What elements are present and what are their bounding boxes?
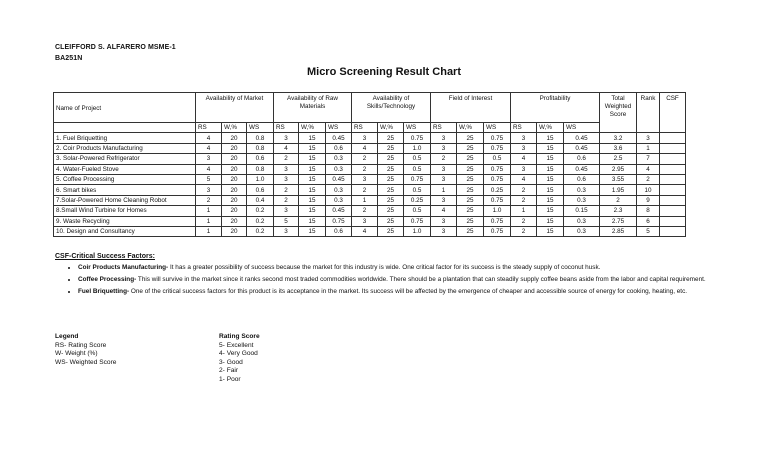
score-cell: 0.45	[326, 174, 352, 184]
table-row	[54, 143, 686, 153]
score-cell: 0.8	[247, 133, 274, 143]
score-cell: 1	[196, 216, 222, 226]
score-cell: 2	[511, 185, 537, 195]
score-cell: 4	[352, 143, 378, 153]
score-cell: 4	[511, 174, 537, 184]
header-interest: Field of Interest	[431, 93, 511, 123]
score-cell: 4	[352, 226, 378, 236]
score-cell: 3	[196, 154, 222, 164]
score-cell: 2	[274, 195, 299, 205]
score-cell: 0.75	[484, 174, 511, 184]
score-cell: 20	[222, 164, 247, 174]
legend-block	[55, 333, 116, 367]
score-cell: 0.3	[564, 185, 600, 195]
score-cell: 3	[274, 164, 299, 174]
table-header-row	[54, 93, 686, 123]
score-cell: 3	[274, 226, 299, 236]
score-cell: 1.0	[404, 143, 431, 153]
score-cell: 25	[378, 195, 404, 205]
project-name-cell: 9. Waste Recycling	[54, 216, 196, 226]
score-cell: 1	[431, 185, 457, 195]
score-cell: 2	[431, 154, 457, 164]
score-cell: 0.3	[564, 216, 600, 226]
score-cell: 0.25	[404, 195, 431, 205]
score-cell: 25	[457, 154, 484, 164]
score-cell: 0.75	[484, 143, 511, 153]
score-cell: 25	[378, 226, 404, 236]
score-cell: 3	[511, 164, 537, 174]
score-cell: 1.0	[247, 174, 274, 184]
score-cell: 25	[457, 133, 484, 143]
project-name-cell: 1. Fuel Briquetting	[54, 133, 196, 143]
score-cell: 25	[378, 164, 404, 174]
score-cell: 5	[274, 216, 299, 226]
legend-item: RS- Rating Score	[55, 341, 107, 349]
table-row	[54, 195, 686, 205]
score-cell: 20	[222, 195, 247, 205]
score-cell: 0.3	[326, 164, 352, 174]
score-cell: 3	[274, 206, 299, 216]
header-market: Availability of Market	[196, 93, 274, 123]
score-cell: 15	[537, 164, 564, 174]
score-cell: 15	[299, 133, 326, 143]
csf-item	[78, 263, 768, 273]
score-cell: 1.0	[404, 226, 431, 236]
score-cell: 0.2	[247, 216, 274, 226]
score-cell: 3.55	[600, 174, 637, 184]
sub-w: W,%	[537, 123, 564, 133]
score-cell: 15	[537, 154, 564, 164]
header-raw-materials: Availability of Raw Materials	[274, 93, 352, 123]
score-cell: 6	[637, 216, 660, 226]
score-cell: 5	[637, 226, 660, 236]
score-cell: 3	[431, 164, 457, 174]
score-cell: 0.5	[484, 154, 511, 164]
page-title: Micro Screening Result Chart	[306, 66, 462, 78]
csf-item-label: Fuel Briquetting-	[78, 288, 130, 295]
score-cell: 15	[537, 133, 564, 143]
score-cell: 4	[431, 206, 457, 216]
score-cell: 2	[352, 185, 378, 195]
score-cell: 20	[222, 185, 247, 195]
csf-item-text: It has a greater possibility of success because the market for this industry is wide. One critical factor for its success is the steady supply of coconut husk.	[168, 264, 601, 271]
score-cell: 2	[511, 216, 537, 226]
author-line: CLEIFFORD S. ALFARERO MSME-1	[55, 44, 176, 51]
score-cell: 0.15	[564, 206, 600, 216]
score-cell: 0.6	[326, 143, 352, 153]
score-cell: 3	[511, 143, 537, 153]
score-cell: 15	[537, 216, 564, 226]
rating-title: Rating Score	[219, 333, 260, 340]
score-cell: 3.2	[600, 133, 637, 143]
score-cell: 9	[637, 195, 660, 205]
score-cell: 3	[352, 216, 378, 226]
score-cell: 0.3	[326, 195, 352, 205]
rating-block	[219, 333, 260, 385]
sub-ws: WS	[247, 123, 274, 133]
score-cell: 25	[378, 174, 404, 184]
score-cell	[660, 216, 686, 226]
score-cell: 0.25	[484, 185, 511, 195]
score-cell: 7	[637, 154, 660, 164]
rating-item: 4- Very Good	[219, 350, 258, 358]
score-cell: 0.75	[326, 216, 352, 226]
course-code: BA251N	[55, 55, 83, 62]
score-cell: 0.75	[404, 133, 431, 143]
legend-title: Legend	[55, 333, 79, 340]
score-cell: 25	[378, 206, 404, 216]
score-cell: 15	[537, 206, 564, 216]
score-cell: 0.5	[404, 154, 431, 164]
score-cell: 4	[637, 164, 660, 174]
sub-rs: RS	[431, 123, 457, 133]
score-cell: 0.75	[484, 195, 511, 205]
score-cell: 0.8	[247, 164, 274, 174]
score-cell: 0.8	[247, 143, 274, 153]
score-cell: 20	[222, 216, 247, 226]
score-cell: 15	[299, 216, 326, 226]
project-name-cell: 4. Water-Fueled Stove	[54, 164, 196, 174]
score-cell: 25	[378, 133, 404, 143]
score-cell: 4	[196, 133, 222, 143]
legend-item: W- Weight (%)	[55, 350, 98, 358]
score-cell: 0.6	[326, 226, 352, 236]
score-cell: 3	[431, 216, 457, 226]
score-cell: 0.5	[404, 164, 431, 174]
score-cell: 15	[299, 174, 326, 184]
sub-rs: RS	[274, 123, 299, 133]
score-cell: 15	[537, 195, 564, 205]
score-cell	[660, 185, 686, 195]
table-row	[54, 226, 686, 236]
score-cell: 0.4	[247, 195, 274, 205]
score-cell: 0.75	[484, 216, 511, 226]
project-name-cell: 3. Solar-Powered Refrigerator	[54, 154, 196, 164]
score-cell: 4	[196, 143, 222, 153]
score-cell: 2.75	[600, 216, 637, 226]
score-cell: 0.45	[326, 206, 352, 216]
score-cell: 15	[299, 164, 326, 174]
score-cell: 3	[196, 185, 222, 195]
header-skills: Availability of Skills/Technology	[352, 93, 431, 123]
sub-rs: RS	[196, 123, 222, 133]
score-cell: 15	[537, 185, 564, 195]
score-cell: 1	[196, 226, 222, 236]
score-cell: 2.85	[600, 226, 637, 236]
score-cell: 1	[352, 195, 378, 205]
score-cell	[660, 133, 686, 143]
score-cell: 2	[511, 195, 537, 205]
sub-ws: WS	[404, 123, 431, 133]
score-cell: 3	[352, 133, 378, 143]
score-cell: 0.45	[564, 164, 600, 174]
sub-w: W,%	[222, 123, 247, 133]
score-cell: 0.75	[484, 226, 511, 236]
rating-item: 5- Excellent	[219, 341, 254, 349]
score-cell: 3	[431, 226, 457, 236]
score-cell: 0.3	[564, 195, 600, 205]
score-cell: 2.5	[600, 154, 637, 164]
score-cell: 2	[274, 154, 299, 164]
project-name-cell: 8.Small Wind Turbine for Homes	[54, 206, 196, 216]
score-cell: 10	[637, 185, 660, 195]
score-cell: 25	[457, 164, 484, 174]
project-name-cell: 7.Solar-Powered Home Cleaning Robot	[54, 195, 196, 205]
score-cell: 1	[196, 206, 222, 216]
score-cell	[660, 154, 686, 164]
score-cell: 15	[299, 185, 326, 195]
project-name-cell: 2. Coir Products Manufacturing	[54, 143, 196, 153]
score-cell	[660, 206, 686, 216]
score-cell	[660, 195, 686, 205]
score-cell: 25	[378, 143, 404, 153]
score-cell: 4	[511, 154, 537, 164]
score-cell: 4	[196, 164, 222, 174]
score-cell: 0.6	[247, 154, 274, 164]
score-cell: 1.95	[600, 185, 637, 195]
sub-w: W,%	[378, 123, 404, 133]
score-cell: 25	[457, 226, 484, 236]
score-cell: 4	[274, 143, 299, 153]
sub-ws: WS	[326, 123, 352, 133]
score-cell: 25	[457, 143, 484, 153]
score-cell: 2.95	[600, 164, 637, 174]
csf-item	[78, 287, 768, 297]
sub-ws: WS	[484, 123, 511, 133]
score-cell: 2	[352, 154, 378, 164]
score-cell: 5	[196, 174, 222, 184]
score-cell: 20	[222, 143, 247, 153]
csf-list	[55, 263, 768, 297]
score-cell: 25	[457, 206, 484, 216]
sub-ws: WS	[564, 123, 600, 133]
csf-section	[55, 253, 768, 299]
score-cell: 3	[431, 133, 457, 143]
score-cell: 0.6	[564, 174, 600, 184]
score-cell	[660, 164, 686, 174]
table-row	[54, 216, 686, 226]
score-cell: 3	[352, 174, 378, 184]
score-cell: 3	[511, 133, 537, 143]
score-cell: 3	[274, 133, 299, 143]
sub-w: W,%	[299, 123, 326, 133]
score-cell: 15	[299, 206, 326, 216]
score-cell: 8	[637, 206, 660, 216]
score-cell: 2	[637, 174, 660, 184]
sub-w: W,%	[457, 123, 484, 133]
header-profitability: Profitability	[511, 93, 600, 123]
score-cell: 25	[457, 185, 484, 195]
score-cell: 0.45	[564, 133, 600, 143]
score-cell: 0.5	[404, 185, 431, 195]
score-cell: 1.0	[484, 206, 511, 216]
score-cell: 0.75	[484, 133, 511, 143]
score-cell: 15	[537, 143, 564, 153]
score-cell: 3	[431, 195, 457, 205]
sub-rs: RS	[352, 123, 378, 133]
table-row	[54, 206, 686, 216]
score-cell: 25	[378, 216, 404, 226]
table-row	[54, 133, 686, 143]
score-cell: 3	[274, 174, 299, 184]
csf-item-label: Coir Products Manufacturing-	[78, 264, 169, 271]
score-cell: 0.6	[247, 185, 274, 195]
header-rank: Rank	[637, 93, 660, 133]
score-cell: 3.6	[600, 143, 637, 153]
score-cell: 25	[457, 216, 484, 226]
score-cell: 25	[457, 195, 484, 205]
rating-item: 2- Fair	[219, 367, 239, 375]
score-cell: 15	[537, 226, 564, 236]
rating-item: 1- Poor	[219, 375, 241, 383]
table-row	[54, 174, 686, 184]
table-row	[54, 185, 686, 195]
score-cell	[660, 226, 686, 236]
score-cell: 0.75	[404, 174, 431, 184]
score-cell: 2.3	[600, 206, 637, 216]
project-name-cell: 5. Coffee Processing	[54, 174, 196, 184]
header-csf: CSF	[660, 93, 686, 133]
header-project-name: Name of Project	[54, 93, 196, 123]
sub-rs: RS	[511, 123, 537, 133]
csf-title: CSF-Critical Success Factors:	[55, 253, 155, 260]
project-name-cell: 10. Design and Consultancy	[54, 226, 196, 236]
score-cell: 3	[431, 143, 457, 153]
score-cell: 2	[352, 164, 378, 174]
score-cell: 3	[637, 133, 660, 143]
score-cell: 20	[222, 154, 247, 164]
score-cell: 0.3	[564, 226, 600, 236]
score-cell: 15	[537, 174, 564, 184]
score-cell: 2	[274, 185, 299, 195]
score-cell: 2	[352, 206, 378, 216]
score-cell: 0.3	[326, 185, 352, 195]
score-cell: 15	[299, 143, 326, 153]
score-cell: 15	[299, 195, 326, 205]
score-cell: 15	[299, 154, 326, 164]
score-cell: 20	[222, 174, 247, 184]
score-cell: 0.75	[404, 216, 431, 226]
score-cell: 0.75	[484, 164, 511, 174]
subheader-blank	[54, 123, 196, 133]
table-row	[54, 154, 686, 164]
csf-item-label: Coffee Processing-	[78, 276, 137, 283]
legend-item: WS- Weighted Score	[55, 358, 117, 366]
screening-table	[53, 92, 686, 237]
table-subheader-row	[54, 123, 686, 133]
score-cell: 1	[511, 206, 537, 216]
score-cell: 0.45	[326, 133, 352, 143]
score-cell: 0.5	[404, 206, 431, 216]
score-cell: 25	[378, 154, 404, 164]
score-cell: 20	[222, 226, 247, 236]
score-cell: 2	[511, 226, 537, 236]
score-cell: 0.45	[564, 143, 600, 153]
csf-item-text: One of the critical success factors for this product is its acceptance in the market. Its success will be affected by the emergence of cheaper and accessible source of energy for cooking, heating, etc.	[129, 288, 688, 295]
score-cell: 2	[600, 195, 637, 205]
score-cell: 20	[222, 133, 247, 143]
score-cell: 1	[637, 143, 660, 153]
score-cell	[660, 143, 686, 153]
project-name-cell: 6. Smart bikes	[54, 185, 196, 195]
header-total: Total Weighted Score	[600, 93, 637, 133]
score-cell: 3	[431, 174, 457, 184]
score-cell: 25	[378, 185, 404, 195]
score-cell: 0.6	[564, 154, 600, 164]
csf-item-text: This will survive in the market since it ranks second most traded commodities worldwide. There should be a plantation that can steadily supply coffee beans aside from the labor and capital requirement.	[136, 276, 706, 283]
score-cell: 0.2	[247, 206, 274, 216]
score-cell	[660, 174, 686, 184]
score-cell: 20	[222, 206, 247, 216]
score-cell: 25	[457, 174, 484, 184]
table-row	[54, 164, 686, 174]
csf-item	[78, 275, 768, 285]
score-cell: 0.3	[326, 154, 352, 164]
score-cell: 2	[196, 195, 222, 205]
score-cell: 0.2	[247, 226, 274, 236]
score-cell: 15	[299, 226, 326, 236]
rating-item: 3- Good	[219, 358, 243, 366]
